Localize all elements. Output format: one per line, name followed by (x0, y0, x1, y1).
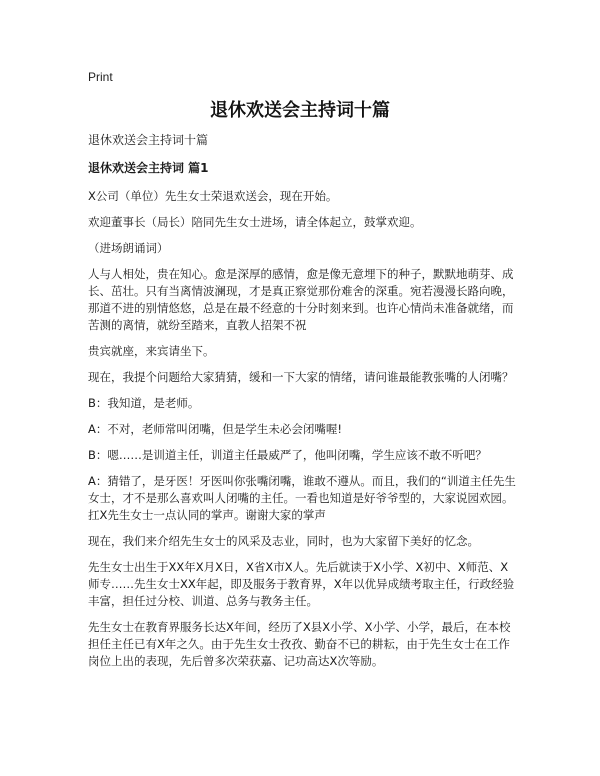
paragraph: 现在，我们来介绍先生女士的风采及志业，同时，也为大家留下美好的忆念。 (88, 534, 479, 548)
paragraph: 先生女士在教育界服务长达X年间，经历了X县X小学、X小学、小学，最后，在本校担任主任已有X年之久。由于先生女士孜孜、勤奋不已的耕耘，由于先生女士在工作岗位上出的表现，先后曾多次荣获嘉、记功高达X次等励。 (88, 620, 511, 668)
paragraph: （进场朗诵词） (88, 241, 169, 255)
print-link[interactable]: Print (88, 70, 113, 84)
paragraph: 人与人相处，贵在知心。愈是深厚的感情，愈是像无意埋下的种子，默默地萌芽、成长、茁壮。只有当离情波澜现，才是真正察觉那份难舍的深重。宛若漫漫长路向晚，那道不进的别情悠悠，总是在最不经意的十分时刻来到。也许心情尚未准备就绪，而苦测的离情，就纷至踏来，直教人招架不祝 (88, 267, 514, 332)
paragraph: B：我知道，是老师。 (88, 396, 200, 410)
paragraph: X公司（单位）先生女士荣退欢送会，现在开始。 (88, 189, 338, 203)
document-body (88, 132, 518, 679)
paragraph: 现在，我提个问题给大家猜猜，缓和一下大家的情绪，请问谁最能教张嘴的人闭嘴？ (88, 370, 514, 384)
paragraph: A：猜错了，是牙医！牙医叫你张嘴闭嘴，谁敢不遵从。而且，我们的“训道主任先生女士，才不是那么喜欢叫人闭嘴的主任。一看也知道是好爷爷型的，大家说园欢园。扛X先生女士一点认同的掌声。谢谢大家的掌声 (88, 474, 516, 522)
paragraph: A：不对，老师常叫闭嘴，但是学生未必会闭嘴喔! (88, 422, 342, 436)
paragraph: 贵宾就座，来宾请坐下。 (88, 344, 215, 358)
section-heading: 退休欢送会主持词 篇1 (88, 161, 209, 175)
paragraph: 先生女士出生于XX年X月X日，X省X市X人。先后就读于X小学、X初中、X师范、X师专……先生女士XX年起，即及服务于教育界，X年以优异成绩考取主任，行政经验丰富，担任过分校、训道、总务与教务主任。 (88, 560, 515, 608)
paragraph: B：嗯……是训道主任，训道主任最威严了，他叫闭嘴，学生应该不敢不听吧？ (88, 448, 487, 462)
paragraph: 欢迎董事长（局长）陪同先生女士进场，请全体起立，鼓掌欢迎。 (88, 215, 422, 229)
page-title: 退休欢送会主持词十篇 (210, 100, 390, 121)
document-subtitle: 退休欢送会主持词十篇 (88, 133, 209, 147)
